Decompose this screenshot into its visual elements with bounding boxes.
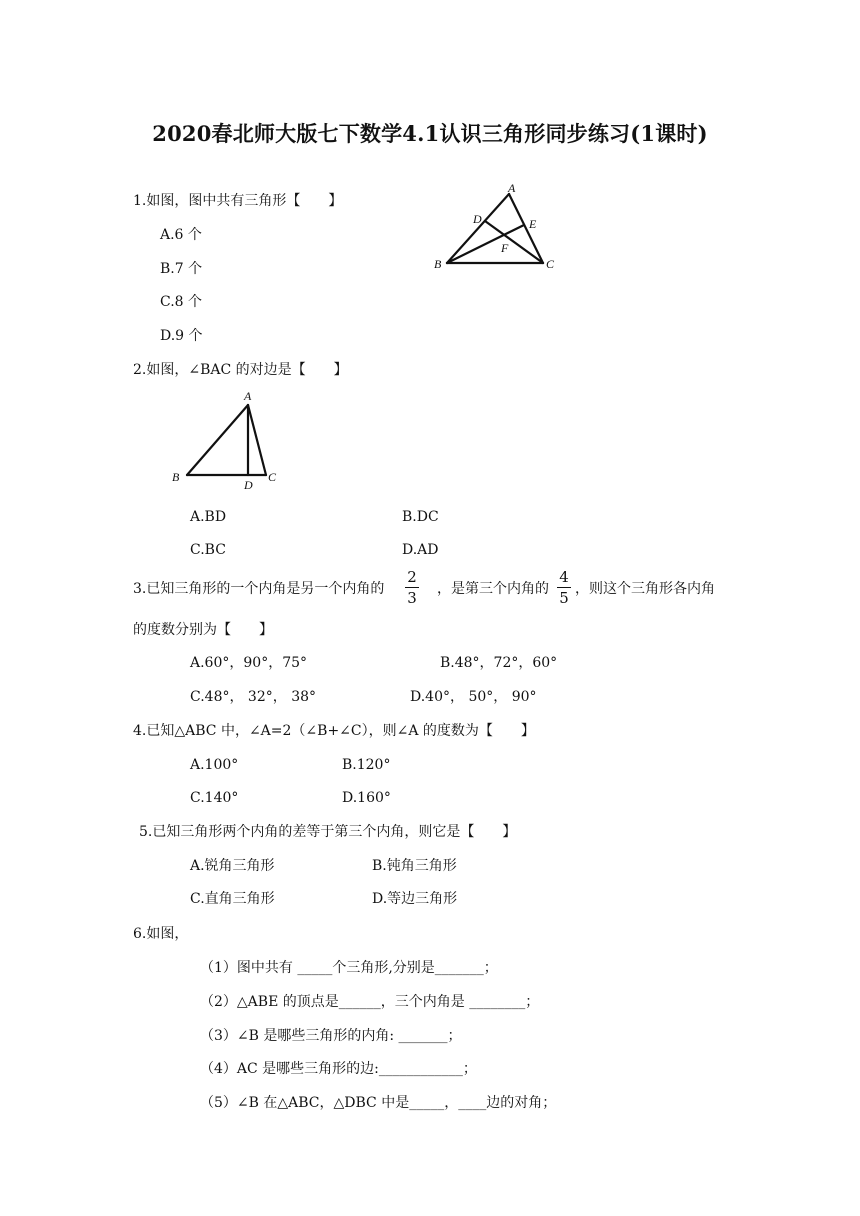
q2-option-b: B.DC — [402, 509, 439, 525]
q1-label-b: B — [434, 257, 442, 271]
q1-side-ab — [447, 194, 509, 263]
q4-option-a: A.100° — [190, 757, 239, 773]
q6-item-3: （3）∠B 是哪些三角形的内角: _______； — [200, 1028, 462, 1044]
q3-option-c: C.48°， 32°， 38° — [190, 689, 317, 705]
q2-label-a: A — [244, 389, 252, 403]
q3-stem-part1: 3.已知三角形的一个内角是另一个内角的 — [133, 581, 385, 597]
q2-option-a: A.BD — [190, 509, 227, 525]
q6-item-4: （4）AC 是哪些三角形的边:____________； — [200, 1061, 477, 1077]
q3-fraction1-numerator: 2 — [407, 568, 417, 586]
q2-label-b: B — [172, 470, 180, 484]
q4-option-c: C.140° — [190, 790, 239, 806]
q3-stem-line2: 的度数分别为【 】 — [133, 622, 273, 638]
q3-fraction-four-fifths — [557, 568, 571, 607]
q3-fraction2-denominator: 5 — [559, 589, 569, 607]
q2-side-ac — [248, 405, 266, 475]
q2-stem: 2.如图，∠BAC 的对边是【 】 — [133, 362, 348, 378]
q6-item-2: （2）△ABE 的顶点是______，三个内角是 ________； — [200, 994, 540, 1010]
q4-option-b: B.120° — [342, 757, 391, 773]
q2-side-ab — [187, 405, 248, 475]
q6-stem: 6.如图， — [133, 926, 189, 942]
q3-fraction-two-thirds — [405, 568, 419, 607]
q3-fraction1-denominator: 3 — [407, 589, 417, 607]
q1-option-b: B.7 个 — [160, 261, 203, 277]
q3-option-a: A.60°，90°，75° — [190, 655, 308, 671]
q4-stem: 4.已知△ABC 中，∠A=2（∠B+∠C），则∠A 的度数为【 】 — [133, 723, 535, 739]
q1-label-c: C — [546, 257, 555, 271]
q3-stem-part3: ，则这个三角形各内角 — [575, 581, 715, 597]
q1-side-ac — [509, 194, 543, 263]
q1-option-d: D.9 个 — [160, 328, 203, 344]
q1-option-c: C.8 个 — [160, 294, 203, 310]
q3-fraction2-bar — [557, 587, 571, 588]
q5-option-d: D.等边三角形 — [372, 891, 458, 907]
q2-label-c: C — [268, 470, 277, 484]
q1-label-d: D — [473, 212, 482, 226]
q3-option-d: D.40°， 50°， 90° — [410, 689, 537, 705]
q2-option-c: C.BC — [190, 542, 226, 558]
q1-label-f: F — [501, 241, 509, 255]
q1-option-a: A.6 个 — [160, 227, 202, 243]
q5-stem: 5.已知三角形两个内角的差等于第三个内角，则它是【 】 — [139, 824, 517, 840]
q2-option-d: D.AD — [402, 542, 439, 558]
q6-item-1: （1）图中共有 _____个三角形,分别是_______； — [200, 960, 498, 976]
q3-fraction1-bar — [405, 587, 419, 588]
q4-option-d: D.160° — [342, 790, 391, 806]
q5-option-b: B.钝角三角形 — [372, 858, 457, 874]
q2-triangle-figure — [165, 385, 285, 495]
q5-option-a: A.锐角三角形 — [190, 858, 275, 874]
q1-label-e: E — [529, 217, 537, 231]
q2-label-d: D — [244, 478, 253, 492]
q5-option-c: C.直角三角形 — [190, 891, 275, 907]
q6-item-5: （5）∠B 在△ABC，△DBC 中是_____，____边的对角； — [200, 1095, 557, 1111]
q1-label-a: A — [508, 181, 516, 195]
q1-triangle-figure — [425, 180, 565, 280]
q3-stem-part2: ，是第三个内角的 — [437, 581, 549, 597]
page-title: 2020春北师大版七下数学4.1认识三角形同步练习(1课时) — [152, 121, 708, 146]
q1-segment-be — [447, 225, 524, 263]
q3-fraction2-numerator: 4 — [559, 568, 569, 586]
q3-option-b: B.48°，72°，60° — [440, 655, 558, 671]
q1-stem: 1.如图，图中共有三角形【 】 — [133, 193, 343, 209]
